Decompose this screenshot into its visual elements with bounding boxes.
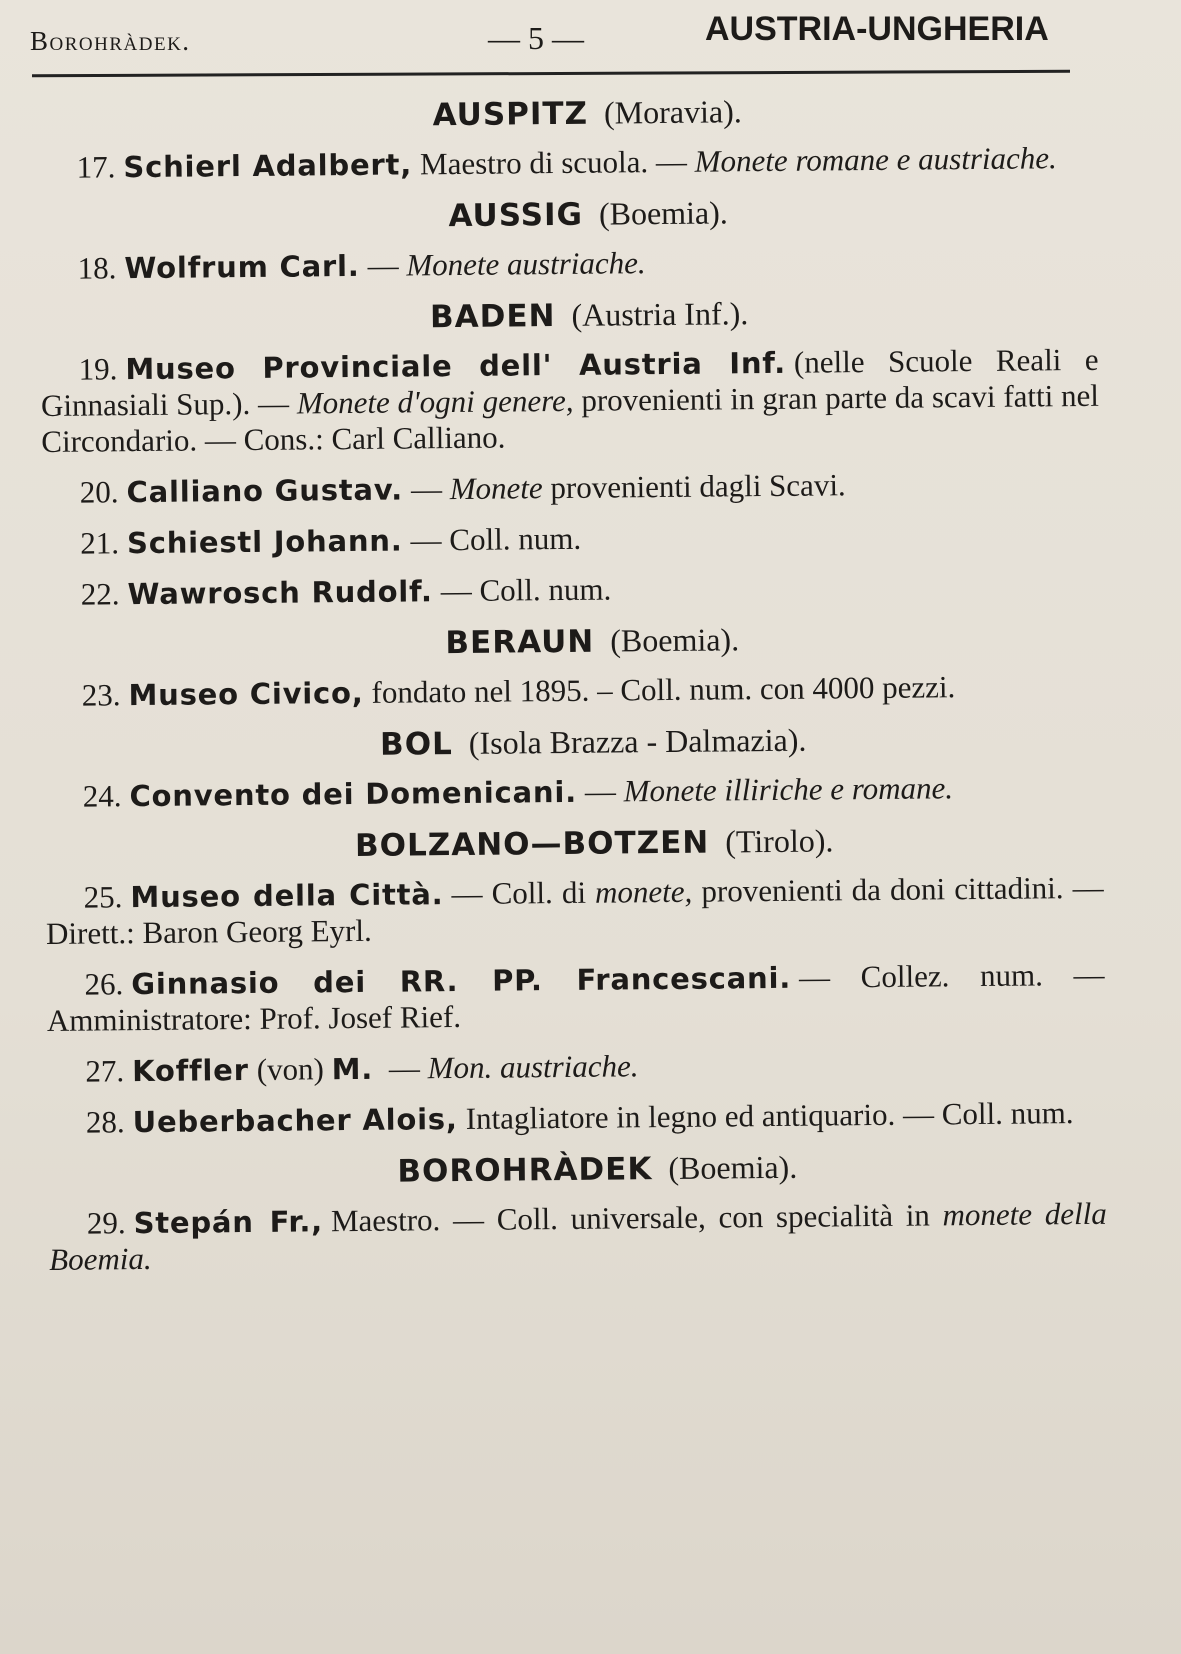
region-name: (Austria Inf.). xyxy=(571,295,749,333)
collection-entry xyxy=(40,342,1099,460)
entry-number: 21. xyxy=(80,525,120,561)
entry-italic-text: Monete illiriche e romane. xyxy=(623,770,954,809)
collection-entry xyxy=(47,1044,1105,1090)
region-name: (Boemia). xyxy=(598,194,728,232)
region-name: (Moravia). xyxy=(603,93,742,131)
running-head-right: AUSTRIA-UNGHERIA xyxy=(705,10,1049,48)
header-rule xyxy=(32,70,1070,78)
collector-name: Ueberbacher Alois, xyxy=(132,1102,458,1140)
running-head xyxy=(30,8,1071,66)
collection-entry xyxy=(44,668,1102,714)
section-heading xyxy=(40,292,1098,338)
collector-name: Koffler xyxy=(131,1053,249,1089)
section-heading xyxy=(39,191,1097,237)
entry-text: (nelle Scuole Reali e Ginnasiali Sup.). — xyxy=(40,341,1099,423)
collection-entry xyxy=(42,465,1100,511)
collection-entry xyxy=(40,241,1098,287)
entry-italic-text: Monete d'ogni genere, xyxy=(296,382,574,421)
region-name: (Boemia). xyxy=(668,1148,798,1186)
entry-italic-text: Monete xyxy=(449,470,543,507)
place-name: BERAUN xyxy=(445,623,595,662)
place-name: BOROHRÀDEK xyxy=(397,1151,653,1190)
place-name: BOL xyxy=(379,726,454,763)
entry-text: — Coll. num. xyxy=(410,520,582,558)
region-name: (Boemia). xyxy=(610,621,740,659)
entry-text: provenienti in gran parte da scavi fatti nel Circondario. — Cons.: Carl Calliano. xyxy=(41,377,1100,459)
collector-name: Stepán Fr., xyxy=(133,1204,324,1241)
page-number: — 5 — xyxy=(488,20,584,56)
entry-text: M. xyxy=(331,1051,374,1087)
body-text xyxy=(38,84,1107,1293)
entry-italic-text: Monete romane e austriache. xyxy=(694,140,1057,179)
section-heading xyxy=(38,90,1096,136)
collector-name: Ginnasio dei RR. PP. Francescani. xyxy=(131,960,792,1002)
entry-number: 29. xyxy=(86,1205,126,1241)
region-name: (Tirolo). xyxy=(725,822,834,860)
entry-number: 19. xyxy=(78,351,118,387)
entry-number: 23. xyxy=(81,677,121,713)
entry-text: Intagliatore in legno ed antiquario. — Coll. num. xyxy=(465,1095,1074,1136)
entry-number: 24. xyxy=(82,778,122,814)
place-name: AUSPITZ xyxy=(432,95,589,134)
collector-name: Wawrosch Rudolf. xyxy=(127,574,433,612)
collector-name: Museo Provinciale dell' Austria Inf. xyxy=(125,345,787,387)
collector-name: Calliano Gustav. xyxy=(126,472,404,510)
place-name: AUSSIG xyxy=(448,196,584,235)
place-name: BADEN xyxy=(429,298,556,336)
collection-entry xyxy=(45,769,1103,815)
entry-number: 25. xyxy=(83,879,123,915)
entry-text: fondato nel 1895. – Coll. num. con 4000 pezzi. xyxy=(371,669,956,710)
entry-italic-text: monete, xyxy=(594,873,693,910)
entry-text: — Collez. num. — Amministratore: Prof. Josef Rief. xyxy=(46,956,1105,1038)
entry-number: 17. xyxy=(76,149,116,185)
running-head-left: Borohràdek. xyxy=(30,26,191,56)
entry-text: provenienti da doni cittadini. — Dirett.: Baron Georg Eyrl. xyxy=(45,869,1104,951)
collection-entry xyxy=(39,140,1097,186)
entry-number: 27. xyxy=(85,1053,125,1089)
entry-italic-text: Mon. austriache. xyxy=(427,1048,639,1086)
entry-number: 20. xyxy=(79,474,119,510)
collector-name: Museo della Città. xyxy=(130,877,444,915)
entry-text: — xyxy=(380,1050,428,1086)
entry-italic-text: monete della Boemia. xyxy=(49,1195,1107,1277)
section-heading xyxy=(48,1146,1106,1192)
region-name: (Isola Brazza - Dalmazia). xyxy=(468,721,807,761)
entry-italic-text: Monete austriache. xyxy=(406,245,646,283)
entry-text: — xyxy=(584,773,624,809)
collector-name: Schierl Adalbert, xyxy=(123,147,413,185)
section-heading xyxy=(45,820,1103,866)
entry-text: — Coll. di xyxy=(451,874,596,912)
entry-text: provenienti dagli Scavi. xyxy=(542,467,846,506)
collection-entry xyxy=(42,516,1100,562)
entry-text: — xyxy=(367,247,407,283)
place-name: BOLZANO—BOTZEN xyxy=(354,824,710,864)
collection-entry xyxy=(46,957,1105,1039)
collector-name: Schiestl Johann. xyxy=(126,523,403,561)
entry-number: 22. xyxy=(80,576,120,612)
collection-entry xyxy=(43,567,1101,613)
entry-number: 18. xyxy=(77,250,117,286)
entry-text: — Coll. num. xyxy=(440,571,612,609)
section-heading xyxy=(44,719,1102,765)
entry-text: Maestro. — Coll. universale, con specialità in xyxy=(330,1197,943,1239)
section-heading xyxy=(43,618,1101,664)
collector-name: Wolfrum Carl. xyxy=(124,248,360,286)
entry-number: 26. xyxy=(84,966,124,1002)
collection-entry xyxy=(49,1196,1108,1278)
entry-text: (von) xyxy=(256,1051,332,1087)
entry-text: — xyxy=(410,471,450,507)
collector-name: Convento dei Domenicani. xyxy=(129,774,578,814)
collection-entry xyxy=(48,1095,1106,1141)
entry-number: 28. xyxy=(85,1104,125,1140)
entry-text: Maestro di scuola. — xyxy=(419,143,695,182)
collection-entry xyxy=(46,870,1105,952)
collector-name: Museo Civico, xyxy=(128,675,364,713)
